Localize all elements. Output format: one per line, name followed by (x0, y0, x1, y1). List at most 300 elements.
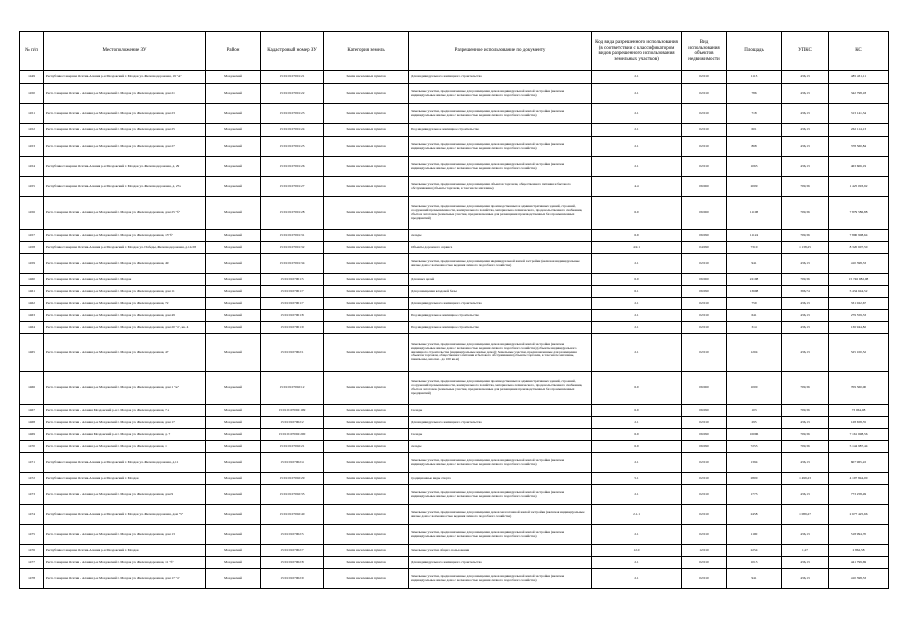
cell-address: Респ. Северная Осетия - Алания р-н Моздокский г. Моздок ул. Железнодорожная, дом 11 (44, 286, 206, 298)
cell-address: Республика Северная Осетия-Алания р-н Моздокский г. Моздок ул. Железнодорожная, д. 27а (44, 177, 206, 197)
cell-permitted-use: Склады (409, 405, 592, 417)
cell-use-code: 6.0 (592, 197, 682, 230)
cell-area: 941 (727, 569, 782, 589)
cell-use-code: 6.9 (592, 230, 682, 242)
cell-address: Респ. Северная Осетия - Алания р-н Моздокский г. Моздок ул. Железнодорожная, дом 1 "ж" (44, 372, 206, 405)
cell-permitted-use: Земельные участки, предназначенные для размещения домов индивидуальной жилой застройки (включая индивидуальные жилые дома с возможностью ведения личного подсобного хозяйства) (409, 453, 592, 473)
cell-upks: 436,13 (782, 310, 829, 322)
cell-cadastral-number: 15:01:0107001:26 (261, 157, 324, 177)
cell-permitted-use: Земельные участки, предназначенные для размещения домов индивидуальной жилой застройки (включая индивидуальные жилые дома с возможностью ведения личного подсобного хозяйства) (объекты индивидуального жилищного строительства (индивидуальные жилые дома)); Земельные участки, предназначенные для размещения объектов торговли, общественного питания и бытового обслуживания (объекты торговли, в том числе магазины, павильоны, киоски - до 100 кв.м) (409, 334, 592, 372)
cell-district: Моздокский (206, 286, 261, 298)
cell-cadastral-number: 15:01:0107001:25 (261, 137, 324, 157)
header-ks: КС (829, 32, 889, 71)
cell-district: Моздокский (206, 545, 261, 557)
cell-area: 868 (727, 137, 782, 157)
cell-use-group: 02:010 (682, 298, 727, 310)
cell-land-category: Земли населенных пунктов (324, 197, 409, 230)
cell-number: 1451 (20, 104, 44, 124)
cell-use-group: 12:010 (682, 545, 727, 557)
cell-address: Республика Северная Осетия-Алания р-н Моздокский г. Моздок ул. Железнодорожная, д. 29 (44, 157, 206, 177)
cell-address: Респ. Северная Осетия - Алания Моздокский р-н г. Моздок ул. Железнодорожная, д. 7 (44, 429, 206, 441)
cell-cadastral-value: 410 398,33 (829, 254, 889, 274)
cell-land-category: Земли населенных пунктов (324, 429, 409, 441)
cell-land-category: Земли населенных пунктов (324, 557, 409, 569)
cell-area: 2009 (727, 177, 782, 197)
cell-number: 1456 (20, 197, 44, 230)
cell-permitted-use: Под индивидуальное жилищное строительство (409, 322, 592, 334)
cell-use-code: 2.1 (592, 71, 682, 84)
cell-cadastral-value: 709 360,00 (829, 372, 889, 405)
cell-area: 1773 (727, 485, 782, 505)
cell-use-code: 5.1 (592, 473, 682, 485)
cell-cadastral-value: 607 965,22 (829, 453, 889, 473)
cell-district: Моздокский (206, 254, 261, 274)
header-district: Район (206, 32, 261, 71)
cell-cadastral-value: 2 862,58 (829, 545, 889, 557)
cell-number: 1473 (20, 485, 44, 505)
header-area: Площадь (727, 32, 782, 71)
cell-district: Моздокский (206, 505, 261, 525)
cell-address: Респ. Северная Осетия - Алания р-н Моздокский г. Моздок ул. Железнодорожная, дом 17 (44, 417, 206, 429)
cell-use-group: 04:090 (682, 242, 727, 254)
cell-district: Моздокский (206, 124, 261, 137)
cell-number: 1469 (20, 429, 44, 441)
cell-district: Моздокский (206, 453, 261, 473)
cell-area: 103 (727, 405, 782, 417)
cell-address: Респ. Северная Осетия - Алания р-н Моздокский г. Моздок ул. Железнодорожная, 1 (44, 441, 206, 453)
cell-permitted-use: Земельные участки, предназначенные для размещения домов индивидуальной жилой застройки (включая индивидуальные жилые дома с возможностью ведения личного подсобного хозяйства) (409, 84, 592, 104)
cell-area: 1063 (727, 157, 782, 177)
cell-cadastral-number: 15:01:0107001:23 (261, 104, 324, 124)
cell-upks: 709,36 (782, 274, 829, 286)
cell-number: 1474 (20, 505, 44, 525)
table-row (20, 286, 889, 298)
cell-upks: 1 089,27 (782, 505, 829, 525)
cell-number: 1472 (20, 473, 44, 485)
table-row (20, 71, 889, 84)
cell-address: Республика Северная Осетия-Алания р-н Моздокский г. Моздок ул. Победы, Железнодорожная, д.14-58 (44, 242, 206, 254)
cell-district: Моздокский (206, 473, 261, 485)
table-row (20, 525, 889, 545)
cell-use-code: 2.1 (592, 485, 682, 505)
cell-cadastral-number: 15:01:0107001:32 (261, 242, 324, 254)
cell-address: Республика Северная Осетия-Алания р-н Моздокский г. Моздок ул. Железнодорожная, д.11 (44, 453, 206, 473)
cell-land-category: Земли населенных пунктов (324, 334, 409, 372)
cell-number: 1464 (20, 322, 44, 334)
cell-number: 1463 (20, 310, 44, 322)
cell-cadastral-value: 331 022,67 (829, 298, 889, 310)
cell-land-category: Земли населенных пунктов (324, 230, 409, 242)
cell-number: 1477 (20, 557, 44, 569)
cell-permitted-use: традиционные виды спорта (409, 473, 592, 485)
cell-cadastral-number: 15:01:0107001:24 (261, 124, 324, 137)
cell-upks: 436,13 (782, 298, 829, 310)
cell-area: 10096 (727, 429, 782, 441)
cell-permitted-use: Под индивидуальное жилищное строительство (409, 310, 592, 322)
cell-cadastral-value: 378 560,84 (829, 137, 889, 157)
cell-permitted-use: склады (409, 230, 592, 242)
cell-land-category: Земли населенных пунктов (324, 177, 409, 197)
table-row (20, 177, 889, 197)
cell-land-category: Земли населенных пунктов (324, 137, 409, 157)
cell-area: 2800 (727, 473, 782, 485)
cell-cadastral-value: 7 890 908,64 (829, 230, 889, 242)
cell-use-code: 2.1 (592, 137, 682, 157)
cell-permitted-use: Земельные участки, предназначенные для размещения производственных и административных зданий, строений, сооружений промышленности, коммунального хозяйства, материально-технического, продовольственного снабжения, сбыта и заготовок (земельные участки, предназначенные для размещения производственных баз промышленных предприятий) (409, 372, 592, 405)
cell-use-group: 02:010 (682, 569, 727, 589)
cell-upks: 709,36 (782, 441, 829, 453)
cell-cadastral-number: 15:01:0107002:35 (261, 485, 324, 505)
cell-land-category: Земли населенных пунктов (324, 405, 409, 417)
cell-area: 7310 (727, 242, 782, 254)
cell-cadastral-number: 15:01:0107002:199 (261, 405, 324, 417)
cell-use-code: 2.1 (592, 557, 682, 569)
cell-area: 1394 (727, 453, 782, 473)
cell-cadastral-value: 128 658,35 (829, 417, 889, 429)
cell-cadastral-value: 1 425 093,92 (829, 177, 889, 197)
table-row (20, 84, 889, 104)
header-cadastral: Кадастровый номер ЗУ (261, 32, 324, 71)
cell-use-code: 4.9.1 (592, 242, 682, 254)
cell-upks: 396,74 (782, 286, 829, 298)
cell-cadastral-number: 15:01:0107001:8 (261, 310, 324, 322)
cell-permitted-use: Земельные участки, предназначенные для размещения домов индивидуальной жилой застройки (включая индивидуальные жилые дома с возможностью ведения личного подсобного хозяйства) (409, 569, 592, 589)
cell-use-group: 02:010 (682, 137, 727, 157)
cell-permitted-use: Земельные участки, предназначенные для размещения домов индивидуальной жилой застройки (включая индивидуальные жилые дома с возможностью ведения личного подсобного хозяйства) (409, 485, 592, 505)
cell-use-group: 02:010 (682, 505, 727, 525)
cell-use-group: 02:010 (682, 473, 727, 485)
cell-use-group: 06:090 (682, 429, 727, 441)
cell-use-group: 02:010 (682, 322, 727, 334)
cell-cadastral-number: 15:01:0107002:200 (261, 429, 324, 441)
cell-number: 1468 (20, 417, 44, 429)
cell-permitted-use: Земельные участки, предназначенные для размещения индивидуальной жилой застройки (включая индивидуальные жилые дома с возможностью ведения личного подсобного хозяйства) (409, 254, 592, 274)
table-header (20, 32, 889, 71)
cell-cadastral-value: 525 100,52 (829, 334, 889, 372)
cell-area: 941 (727, 254, 782, 274)
cell-cadastral-value: 2 677 425,66 (829, 505, 889, 525)
cell-area: 601 (727, 124, 782, 137)
cell-use-group: 02:010 (682, 157, 727, 177)
cell-upks: 1 499,23 (782, 473, 829, 485)
cell-area: 295 (727, 417, 782, 429)
cell-cadastral-value: 262 114,13 (829, 124, 889, 137)
cell-land-category: Земли населенных пунктов (324, 525, 409, 545)
cell-district: Моздокский (206, 274, 261, 286)
cell-cadastral-number: 15:01:0107002:29 (261, 473, 324, 485)
cell-number: 1454 (20, 157, 44, 177)
cell-use-group: 06:060 (682, 274, 727, 286)
table-row (20, 429, 889, 441)
table-row (20, 557, 889, 569)
cell-permitted-use: Объекты дорожного сервиса (409, 242, 592, 254)
cell-number: 1462 (20, 298, 44, 310)
table-row (20, 322, 889, 334)
cell-address: Респ. Северная Осетия - Алания р-н Моздокский г. Моздок ул. Железнодорожная, 47 (44, 334, 206, 372)
cell-use-code: 2.1 (592, 157, 682, 177)
cell-district: Моздокский (206, 230, 261, 242)
header-upks: УПКС (782, 32, 829, 71)
cell-cadastral-number: 15:01:0107002:2 (261, 417, 324, 429)
cell-cadastral-number: 15:01:0107001:7 (261, 286, 324, 298)
cell-address: Респ. Северная Осетия - Алания р-н Моздокский г. Моздок ул. Железнодорожная, дом 9 (44, 485, 206, 505)
cell-permitted-use: Земельные участки общего пользования (409, 545, 592, 557)
cell-use-group: 06:090 (682, 230, 727, 242)
cell-upks: 436,13 (782, 137, 829, 157)
cell-use-group: 02:010 (682, 84, 727, 104)
cell-land-category: Земли населенных пунктов (324, 310, 409, 322)
cell-use-code: 12.0 (592, 545, 682, 557)
cell-area: 759 (727, 298, 782, 310)
cell-use-code: 2.1 (592, 298, 682, 310)
cell-address: Респ. Северная Осетия - Алания р-н Моздокский г. Моздок ул. Железнодорожная, дом 17 "а" (44, 569, 206, 589)
cell-use-code: 6.1 (592, 286, 682, 298)
cell-number: 1461 (20, 286, 44, 298)
cell-use-code: 2.1 (592, 322, 682, 334)
table-row (20, 545, 889, 557)
cell-area: 786 (727, 84, 782, 104)
cell-upks: 1,27 (782, 545, 829, 557)
cell-permitted-use: Для иных целей (409, 274, 592, 286)
table-row (20, 334, 889, 372)
table-row (20, 274, 889, 286)
cell-land-category: Земли населенных пунктов (324, 242, 409, 254)
cell-cadastral-number: 15:01:0107002:40 (261, 505, 324, 525)
cell-address: Респ. Северная Осетия - Алания р-н Моздокский г. Моздок ул. Железнодорожная, 72 (44, 298, 206, 310)
cell-cadastral-number: 15:01:0107001:22 (261, 84, 324, 104)
cell-district: Моздокский (206, 104, 261, 124)
cell-area: 1000 (727, 372, 782, 405)
cell-use-group: 02:010 (682, 525, 727, 545)
cell-number: 1450 (20, 84, 44, 104)
cell-use-group: 02:010 (682, 104, 727, 124)
table-row (20, 310, 889, 322)
cell-address: Респ. Северная Осетия - Алания р-н Моздокский г. Моздок ул. Железнодорожная, 49 (44, 254, 206, 274)
cell-permitted-use: Земельные участки, предназначенные для размещения домов малоэтажной жилой застройки (включая индивидуальные жилые дома с возможностью ведения личного подсобного хозяйства) (409, 505, 592, 525)
cell-cadastral-value: 136 944,82 (829, 322, 889, 334)
cell-district: Моздокский (206, 157, 261, 177)
cell-use-group: 02:010 (682, 334, 727, 372)
cell-use-code: 2.1 (592, 104, 682, 124)
cell-permitted-use: Земельные участки, предназначенные для размещения домов индивидуальной жилой застройки (включая индивидуальные жилые дома с возможностью ведения личного подсобного хозяйства) (409, 157, 592, 177)
cell-upks: 709,36 (782, 197, 829, 230)
table-row (20, 104, 889, 124)
cell-use-group: 06:060 (682, 177, 727, 197)
cell-upks: 436,13 (782, 485, 829, 505)
cell-district: Моздокский (206, 242, 261, 254)
cell-district: Моздокский (206, 405, 261, 417)
cell-use-group: 02:010 (682, 485, 727, 505)
cell-upks: 436,13 (782, 124, 829, 137)
table-row (20, 441, 889, 453)
cell-number: 1460 (20, 274, 44, 286)
cell-district: Моздокский (206, 197, 261, 230)
cell-use-group: 02:010 (682, 254, 727, 274)
cell-use-group: 06:090 (682, 286, 727, 298)
cell-district: Моздокский (206, 298, 261, 310)
cell-district: Моздокский (206, 322, 261, 334)
cell-permitted-use: Под индивидуальное жилищное строительство (409, 124, 592, 137)
cell-address: Респ. Северная Осетия - Алания Моздокский р-н г. Моздок ул. Железнодорожная, 7 а (44, 405, 206, 417)
cell-district: Моздокский (206, 71, 261, 84)
header-address: Местоположение ЗУ (44, 32, 206, 71)
cell-land-category: Земли населенных пунктов (324, 441, 409, 453)
cell-number: 1476 (20, 545, 44, 557)
cell-number: 1478 (20, 569, 44, 589)
cell-district: Моздокский (206, 137, 261, 157)
cell-land-category: Земли населенных пунктов (324, 453, 409, 473)
cell-upks: 436,13 (782, 322, 829, 334)
cell-cadastral-value: 518 994,70 (829, 525, 889, 545)
cell-cadastral-value: 342 798,18 (829, 84, 889, 104)
cell-land-category: Земли населенных пунктов (324, 157, 409, 177)
cell-use-code: 2.1 (592, 525, 682, 545)
cell-land-category: Земли населенных пунктов (324, 254, 409, 274)
cell-upks: 709,36 (782, 405, 829, 417)
cell-number: 1458 (20, 242, 44, 254)
cell-cadastral-number: 15:01:0107001:21 (261, 71, 324, 84)
header-use: Разрешенное использование по документу (409, 32, 592, 71)
cell-address: Респ. Северная Осетия - Алания р-н Моздокский г. Моздок ул. Железнодорожная, дом 20 "а", кв. 4 (44, 322, 206, 334)
cell-use-code: 2.1 (592, 569, 682, 589)
cell-permitted-use: склады (409, 441, 592, 453)
cell-land-category: Земли населенных пунктов (324, 298, 409, 310)
cell-cadastral-number: 15:01:0107002:1 (261, 334, 324, 372)
table-row (20, 405, 889, 417)
table-row (20, 453, 889, 473)
cell-cadastral-number: 15:01:0107001:28 (261, 197, 324, 230)
cell-cadastral-number: 15:01:0107001:7 (261, 298, 324, 310)
cell-upks: 436,13 (782, 254, 829, 274)
cell-permitted-use: Земельные участки, предназначенные для размещения домов индивидуальной жилой застройки (включая индивидуальные жилые дома с возможностью ведения личного подсобного хозяйства) (409, 104, 592, 124)
cell-upks: 436,13 (782, 453, 829, 473)
cell-area: 314 (727, 322, 782, 334)
cell-cadastral-value: 4 197 844,00 (829, 473, 889, 485)
table-row (20, 124, 889, 137)
cell-cadastral-number: 15:01:0107002:21 (261, 441, 324, 453)
cell-cadastral-value: 441 799,69 (829, 557, 889, 569)
table-row (20, 485, 889, 505)
cell-cadastral-value: 7 161 698,56 (829, 429, 889, 441)
cell-cadastral-number: 15:01:0107002:7 (261, 545, 324, 557)
cell-use-code: 6.9 (592, 405, 682, 417)
cell-address: Респ. Северная Осетия - Алания р-н Моздокский г. Моздок ул. Железнодорожная, дом 13 (44, 525, 206, 545)
cell-cadastral-number: 15:01:0107002:4 (261, 453, 324, 473)
cell-cadastral-value: 15 746 082,08 (829, 274, 889, 286)
cell-permitted-use: Земельные участки, предназначенные для размещения объектов торговли, общественного питания и бытового обслуживания (объекты торговли, в том числе магазины) (409, 177, 592, 197)
cell-area: 1113 (727, 71, 782, 84)
cell-permitted-use: Для индивидуального жилищного строительства (409, 71, 592, 84)
table-row (20, 242, 889, 254)
cell-land-category: Земли населенных пунктов (324, 286, 409, 298)
cell-use-code: 2.1.1 (592, 505, 682, 525)
cell-number: 1465 (20, 334, 44, 372)
cell-address: Республика Северная Осетия-Алания р-н Моздокский г. Моздок (44, 473, 206, 485)
cell-district: Моздокский (206, 84, 261, 104)
cell-use-group: 02:010 (682, 310, 727, 322)
cell-permitted-use: Для индивидуального жилищного строительства (409, 298, 592, 310)
cell-upks: 436,13 (782, 157, 829, 177)
cell-cadastral-value: 5 434 644,52 (829, 286, 889, 298)
cell-use-group: 06:060 (682, 372, 727, 405)
cell-use-code: 2.1 (592, 124, 682, 137)
cell-land-category: Земли населенных пунктов (324, 322, 409, 334)
cell-use-code: 4.4 (592, 177, 682, 197)
cell-address: Респ. Северная Осетия - Алания р-н Моздокский г. Моздок ул. Железнодорожная, дом 21 (44, 84, 206, 104)
cell-cadastral-value: 773 258,49 (829, 485, 889, 505)
cell-cadastral-number: 15:01:0107002:8 (261, 557, 324, 569)
table-row (20, 157, 889, 177)
cell-upks: 436,13 (782, 557, 829, 569)
table-body (20, 71, 889, 589)
cell-district: Моздокский (206, 441, 261, 453)
cell-address: Республика Северная Осетия-Алания р-н Моздокский г. Моздок (44, 545, 206, 557)
header-group: Вид использования объектов недвижимости (682, 32, 727, 71)
cell-area: 7253 (727, 441, 782, 453)
cell-area: 1190 (727, 525, 782, 545)
cell-cadastral-value: 8 320 607,50 (829, 242, 889, 254)
cell-area: 718 (727, 104, 782, 124)
cell-land-category: Земли населенных пунктов (324, 274, 409, 286)
cell-area: 1204 (727, 334, 782, 372)
cell-use-code: 2.1 (592, 334, 682, 372)
cell-district: Моздокский (206, 334, 261, 372)
cell-address: Респ. Северная Осетия - Алания р-н Моздокский г. Моздок ул. Железнодорожная, дом 25 "б" (44, 197, 206, 230)
cell-number: 1466 (20, 372, 44, 405)
cell-land-category: Земли населенных пунктов (324, 124, 409, 137)
cell-cadastral-value: 7 879 586,88 (829, 197, 889, 230)
cell-cadastral-value: 410 398,33 (829, 569, 889, 589)
cell-cadastral-value: 5 144 987,44 (829, 441, 889, 453)
header-code: Код вида разрешенного использования (в соответствии с классификатором видов разрешенного использования земельных участков) (592, 32, 682, 71)
cell-cadastral-number: 15:01:0107002:9 (261, 569, 324, 589)
cell-address: Респ. Северная Осетия - Алания р-н Моздокский г. Моздок ул. Железнодорожная, 11 "б" (44, 557, 206, 569)
cell-upks: 436,13 (782, 417, 829, 429)
cell-area: 11124 (727, 230, 782, 242)
cell-district: Моздокский (206, 310, 261, 322)
cell-upks: 709,36 (782, 177, 829, 197)
cell-address: Республика Северная Осетия-Алания р-н Моздокский г. Моздок ул. Железнодорожная, 19 "А" (44, 71, 206, 84)
cell-number: 1452 (20, 124, 44, 137)
cell-district: Моздокский (206, 372, 261, 405)
cell-use-group: 06:060 (682, 197, 727, 230)
cell-upks: 1 138,25 (782, 242, 829, 254)
cell-district: Моздокский (206, 557, 261, 569)
cell-upks: 436,13 (782, 334, 829, 372)
cell-permitted-use: Земельные участки, предназначенные для размещения производственных и административных зданий, строений, сооружений промышленности, коммунального хозяйства, материально-технического, продовольственного снабжения, сбыта и заготовок (земельные участки, предназначенные для размещения производственных баз промышленных предприятий) (409, 197, 592, 230)
cell-use-code: 6.0 (592, 372, 682, 405)
table-row (20, 569, 889, 589)
table-row (20, 417, 889, 429)
cell-number: 1455 (20, 177, 44, 197)
cell-use-group: 02:010 (682, 453, 727, 473)
cell-use-group: 06:090 (682, 441, 727, 453)
cell-area: 11108 (727, 197, 782, 230)
cell-upks: 436,13 (782, 104, 829, 124)
cell-use-group: 02:010 (682, 71, 727, 84)
cell-address: Респ. Северная Осетия - Алания р-н Моздокский г. Моздок (44, 274, 206, 286)
table-row (20, 505, 889, 525)
cell-permitted-use: Земельные участки, предназначенные для размещения домов индивидуальной жилой застройки (включая индивидуальные жилые дома с возможностью ведения личного подсобного хозяйства) (409, 525, 592, 545)
cell-cadastral-value: 73 064,08 (829, 405, 889, 417)
cell-number: 1470 (20, 441, 44, 453)
cell-use-code: 2.1 (592, 417, 682, 429)
header-category: Категория земель (324, 32, 409, 71)
cell-district: Моздокский (206, 525, 261, 545)
cell-address: Респ. Северная Осетия - Алания р-н Моздокский г. Моздок ул. Железнодорожная, дом 23 (44, 104, 206, 124)
cell-permitted-use: Для индивидуального жилищного строительства (409, 557, 592, 569)
cell-number: 1453 (20, 137, 44, 157)
